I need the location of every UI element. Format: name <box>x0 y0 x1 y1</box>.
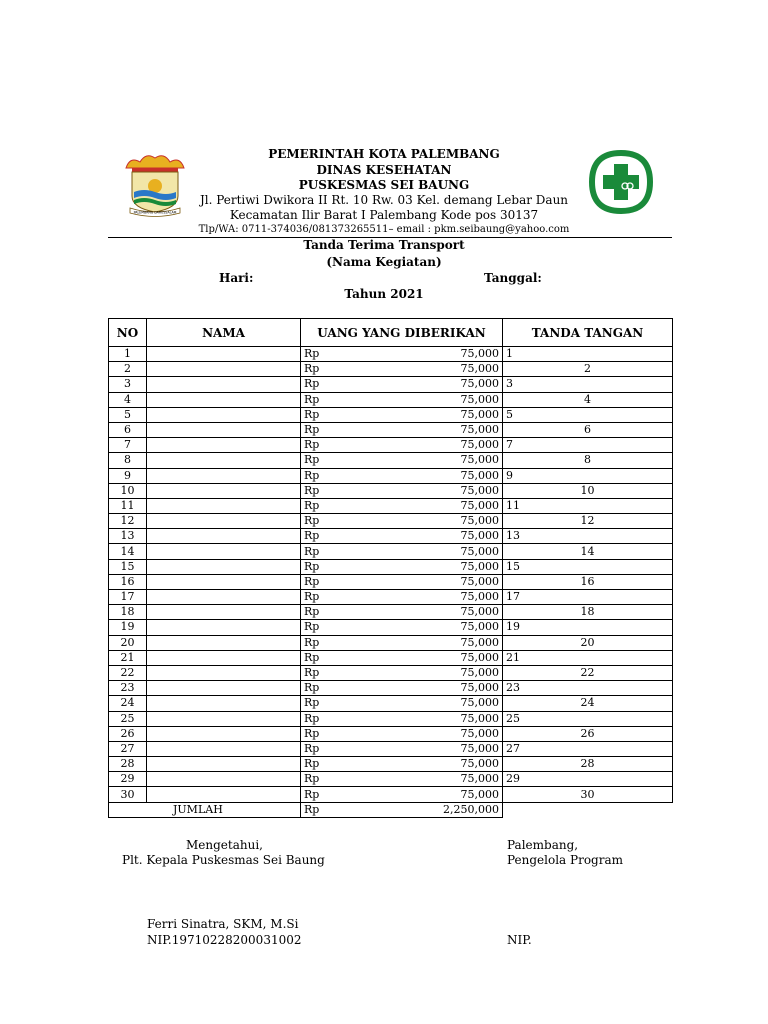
row-currency: Rp <box>301 468 343 483</box>
row-name-field <box>147 741 301 756</box>
row-name-field <box>147 665 301 680</box>
row-number: 30 <box>109 787 147 802</box>
row-currency: Rp <box>301 772 343 787</box>
row-number: 20 <box>109 635 147 650</box>
row-number: 14 <box>109 544 147 559</box>
row-signature: 18 <box>503 605 673 620</box>
row-currency: Rp <box>301 377 343 392</box>
row-number: 17 <box>109 590 147 605</box>
row-amount: 75,000 <box>343 681 503 696</box>
row-number: 11 <box>109 498 147 513</box>
row-currency: Rp <box>301 726 343 741</box>
header-department: DINAS KESEHATAN <box>316 163 452 177</box>
footer-program-manager: Pengelola Program <box>507 853 624 867</box>
row-name-field <box>147 453 301 468</box>
row-name-field <box>147 392 301 407</box>
row-name-field <box>147 696 301 711</box>
row-currency: Rp <box>301 347 343 362</box>
footer-signatory-nip: NIP.19710228200031002 <box>147 933 302 947</box>
row-number: 25 <box>109 711 147 726</box>
table-row <box>109 362 673 377</box>
row-number: 4 <box>109 392 147 407</box>
row-number: 23 <box>109 681 147 696</box>
row-currency: Rp <box>301 422 343 437</box>
table-row <box>109 544 673 559</box>
row-name-field <box>147 650 301 665</box>
row-signature: 19 <box>503 620 673 635</box>
table-row <box>109 498 673 513</box>
table-row <box>109 453 673 468</box>
row-currency: Rp <box>301 438 343 453</box>
header-uang: UANG YANG DIBERIKAN <box>301 319 503 347</box>
row-signature: 7 <box>503 438 673 453</box>
row-amount: 75,000 <box>343 787 503 802</box>
row-amount: 75,000 <box>343 362 503 377</box>
row-amount: 75,000 <box>343 711 503 726</box>
footer-signatory-name: Ferri Sinatra, SKM, M.Si <box>147 917 299 931</box>
row-number: 3 <box>109 377 147 392</box>
table-row <box>109 438 673 453</box>
row-signature: 26 <box>503 726 673 741</box>
row-number: 19 <box>109 620 147 635</box>
row-signature: 23 <box>503 681 673 696</box>
row-number: 22 <box>109 665 147 680</box>
row-amount: 75,000 <box>343 574 503 589</box>
row-currency: Rp <box>301 392 343 407</box>
row-number: 12 <box>109 514 147 529</box>
row-number: 13 <box>109 529 147 544</box>
row-name-field <box>147 468 301 483</box>
row-name-field <box>147 544 301 559</box>
table-row <box>109 483 673 498</box>
row-amount: 75,000 <box>343 665 503 680</box>
row-name-field <box>147 787 301 802</box>
row-signature: 10 <box>503 483 673 498</box>
row-number: 29 <box>109 772 147 787</box>
row-amount: 75,000 <box>343 726 503 741</box>
row-signature: 15 <box>503 559 673 574</box>
row-name-field <box>147 620 301 635</box>
total-label: JUMLAH <box>109 802 301 817</box>
row-amount: 75,000 <box>343 772 503 787</box>
table-row <box>109 377 673 392</box>
header-contact: Tlp/WA: 0711-374036/081373265511– email : pkm.seibaung@yahoo.com <box>198 224 570 235</box>
row-amount: 75,000 <box>343 635 503 650</box>
table-header-row <box>109 319 673 347</box>
row-amount: 75,000 <box>343 620 503 635</box>
row-name-field <box>147 498 301 513</box>
row-currency: Rp <box>301 635 343 650</box>
row-currency: Rp <box>301 787 343 802</box>
row-name-field <box>147 559 301 574</box>
row-name-field <box>147 514 301 529</box>
row-currency: Rp <box>301 498 343 513</box>
table-row <box>109 392 673 407</box>
header-no: NO <box>109 319 147 347</box>
row-name-field <box>147 362 301 377</box>
hari-label: Hari: <box>219 271 254 285</box>
row-signature: 29 <box>503 772 673 787</box>
row-number: 28 <box>109 757 147 772</box>
row-currency: Rp <box>301 514 343 529</box>
row-name-field <box>147 483 301 498</box>
row-signature: 2 <box>503 362 673 377</box>
table-row <box>109 681 673 696</box>
row-currency: Rp <box>301 620 343 635</box>
row-name-field <box>147 726 301 741</box>
row-signature: 6 <box>503 422 673 437</box>
tanggal-label: Tanggal: <box>484 271 542 285</box>
row-number: 16 <box>109 574 147 589</box>
row-currency: Rp <box>301 362 343 377</box>
row-name-field <box>147 772 301 787</box>
row-currency: Rp <box>301 559 343 574</box>
row-number: 9 <box>109 468 147 483</box>
row-currency: Rp <box>301 711 343 726</box>
table-row <box>109 529 673 544</box>
table-row <box>109 605 673 620</box>
row-amount: 75,000 <box>343 757 503 772</box>
row-name-field <box>147 711 301 726</box>
table-row <box>109 757 673 772</box>
table-row <box>109 347 673 362</box>
total-row <box>109 802 673 817</box>
row-signature: 16 <box>503 574 673 589</box>
table-row <box>109 696 673 711</box>
row-currency: Rp <box>301 529 343 544</box>
row-amount: 75,000 <box>343 483 503 498</box>
table-row <box>109 665 673 680</box>
row-signature: 25 <box>503 711 673 726</box>
row-number: 1 <box>109 347 147 362</box>
row-amount: 75,000 <box>343 514 503 529</box>
table-row <box>109 741 673 756</box>
row-amount: 75,000 <box>343 347 503 362</box>
row-amount: 75,000 <box>343 468 503 483</box>
table-row <box>109 726 673 741</box>
row-name-field <box>147 757 301 772</box>
health-cross-logo <box>588 150 654 214</box>
header-nama: NAMA <box>147 319 301 347</box>
row-currency: Rp <box>301 407 343 422</box>
table-row <box>109 772 673 787</box>
row-amount: 75,000 <box>343 605 503 620</box>
table-row <box>109 590 673 605</box>
row-amount: 75,000 <box>343 696 503 711</box>
table-row <box>109 620 673 635</box>
table-row <box>109 422 673 437</box>
row-signature: 20 <box>503 635 673 650</box>
row-amount: 75,000 <box>343 650 503 665</box>
row-currency: Rp <box>301 650 343 665</box>
table-row <box>109 711 673 726</box>
row-signature: 5 <box>503 407 673 422</box>
row-amount: 75,000 <box>343 453 503 468</box>
row-number: 10 <box>109 483 147 498</box>
row-amount: 75,000 <box>343 407 503 422</box>
footer-manager-nip: NIP. <box>507 933 532 947</box>
footer-city: Palembang, <box>507 838 579 852</box>
table-row <box>109 559 673 574</box>
total-empty <box>503 802 673 817</box>
row-signature: 11 <box>503 498 673 513</box>
row-currency: Rp <box>301 483 343 498</box>
row-currency: Rp <box>301 590 343 605</box>
header-address-2: Kecamatan Ilir Barat I Palembang Kode pos 30137 <box>229 208 539 222</box>
row-currency: Rp <box>301 741 343 756</box>
row-name-field <box>147 635 301 650</box>
row-amount: 75,000 <box>343 559 503 574</box>
logo-ribbon-text: PALEMBANG DARUSSALAM <box>133 210 177 215</box>
transport-receipt-table <box>108 318 673 818</box>
row-signature: 24 <box>503 696 673 711</box>
row-currency: Rp <box>301 696 343 711</box>
footer-mengetahui: Mengetahui, <box>186 838 263 852</box>
table-row <box>109 574 673 589</box>
table-row <box>109 787 673 802</box>
row-number: 27 <box>109 741 147 756</box>
row-name-field <box>147 529 301 544</box>
row-number: 21 <box>109 650 147 665</box>
footer-plt-kepala: Plt. Kepala Puskesmas Sei Baung <box>122 853 325 867</box>
row-signature: 3 <box>503 377 673 392</box>
row-currency: Rp <box>301 681 343 696</box>
row-number: 24 <box>109 696 147 711</box>
row-signature: 12 <box>503 514 673 529</box>
row-name-field <box>147 438 301 453</box>
row-amount: 75,000 <box>343 529 503 544</box>
row-currency: Rp <box>301 544 343 559</box>
row-amount: 75,000 <box>343 741 503 756</box>
row-amount: 75,000 <box>343 392 503 407</box>
header-tanda-tangan: TANDA TANGAN <box>503 319 673 347</box>
row-number: 15 <box>109 559 147 574</box>
row-signature: 8 <box>503 453 673 468</box>
row-signature: 27 <box>503 741 673 756</box>
row-signature: 4 <box>503 392 673 407</box>
row-signature: 9 <box>503 468 673 483</box>
row-currency: Rp <box>301 605 343 620</box>
table-row <box>109 650 673 665</box>
row-name-field <box>147 422 301 437</box>
row-number: 2 <box>109 362 147 377</box>
total-currency: Rp <box>301 802 343 817</box>
row-signature: 21 <box>503 650 673 665</box>
row-currency: Rp <box>301 757 343 772</box>
doc-subtitle: (Nama Kegiatan) <box>326 255 442 269</box>
row-currency: Rp <box>301 453 343 468</box>
year-label: Tahun 2021 <box>344 287 424 301</box>
row-number: 8 <box>109 453 147 468</box>
row-signature: 17 <box>503 590 673 605</box>
row-name-field <box>147 347 301 362</box>
row-signature: 28 <box>503 757 673 772</box>
row-name-field <box>147 681 301 696</box>
row-signature: 13 <box>503 529 673 544</box>
table-row <box>109 407 673 422</box>
row-amount: 75,000 <box>343 590 503 605</box>
doc-title: Tanda Terima Transport <box>303 238 465 252</box>
row-amount: 75,000 <box>343 422 503 437</box>
row-signature: 30 <box>503 787 673 802</box>
header-puskesmas: PUSKESMAS SEI BAUNG <box>298 178 470 192</box>
row-number: 6 <box>109 422 147 437</box>
table-row <box>109 468 673 483</box>
header-government: PEMERINTAH KOTA PALEMBANG <box>268 147 500 161</box>
row-amount: 75,000 <box>343 544 503 559</box>
row-signature: 1 <box>503 347 673 362</box>
total-value: 2,250,000 <box>343 802 503 817</box>
row-number: 5 <box>109 407 147 422</box>
row-currency: Rp <box>301 665 343 680</box>
row-name-field <box>147 407 301 422</box>
row-amount: 75,000 <box>343 438 503 453</box>
row-name-field <box>147 574 301 589</box>
row-number: 18 <box>109 605 147 620</box>
row-name-field <box>147 590 301 605</box>
row-signature: 22 <box>503 665 673 680</box>
header-address-1: Jl. Pertiwi Dwikora II Rt. 10 Rw. 03 Kel. demang Lebar Daun <box>199 193 569 207</box>
row-currency: Rp <box>301 574 343 589</box>
table-row <box>109 514 673 529</box>
table-row <box>109 635 673 650</box>
row-amount: 75,000 <box>343 377 503 392</box>
row-name-field <box>147 377 301 392</box>
row-number: 26 <box>109 726 147 741</box>
row-signature: 14 <box>503 544 673 559</box>
row-name-field <box>147 605 301 620</box>
row-number: 7 <box>109 438 147 453</box>
row-amount: 75,000 <box>343 498 503 513</box>
